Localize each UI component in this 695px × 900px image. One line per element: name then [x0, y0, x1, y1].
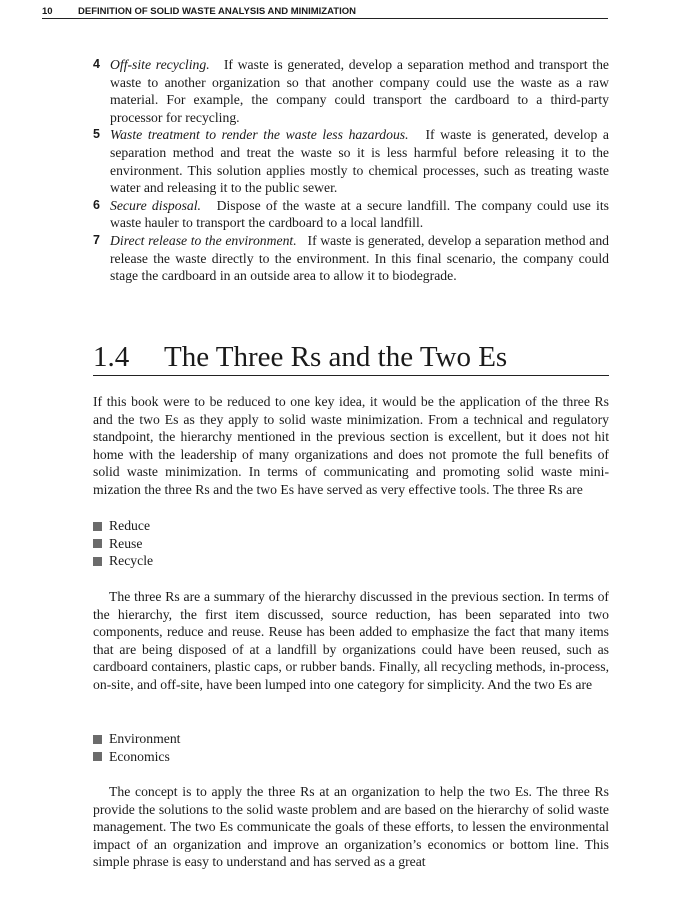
item-title: Off-site recycling.	[110, 57, 210, 72]
running-title: DEFINITION OF SOLID WASTE ANALYSIS AND MINIMIZATION	[78, 6, 356, 17]
item-title: Waste treatment to render the waste less hazardous.	[110, 127, 409, 143]
bullet-square-icon	[93, 557, 102, 566]
bullet-item: Economics	[93, 748, 609, 766]
bullet-item: Reduce	[93, 517, 609, 535]
item-text: Dispose of the waste at a secure landfill. The company could use its waste hauler to transport the cardboard to a local landfill.	[110, 197, 609, 231]
item-title: Secure disposal.	[110, 197, 201, 213]
three-rs-list	[93, 517, 609, 570]
bullet-square-icon	[93, 752, 102, 761]
bullet-square-icon	[93, 539, 102, 548]
running-header	[42, 5, 608, 19]
bullet-item: Environment	[93, 730, 609, 748]
bullet-square-icon	[93, 735, 102, 744]
bullet-square-icon	[93, 522, 102, 531]
bullet-item: Reuse	[93, 535, 609, 553]
page-number: 10	[42, 6, 53, 17]
item-title: Direct release to the environment.	[110, 232, 297, 248]
hierarchy-list	[93, 56, 609, 285]
list-item	[93, 232, 609, 285]
list-item	[93, 197, 609, 232]
item-text: If waste is generated, develop a separation method and treat the waste so it is less harmful before releasing it to the environment. This solution applies mostly to chemical processes, such as treating waste water and releasing it to the public sewer.	[110, 127, 609, 196]
two-es-list	[93, 730, 609, 765]
intro-paragraph: If this book were to be reduced to one key idea, it would be the application of the three Rs and the two Es as they apply to solid waste minimization. From a technical and regulatory standpoint, the hierarchy mentioned in the previous section is excellent, but it does not hit home with the leadership of many organizations and does not promote the full benefits of solid waste minimization. In terms of communicating and promoting solid waste minimization the three Rs and the two Es have served as very effective tools. The three Rs are	[93, 394, 609, 497]
section-title: The Three Rs and the Two Es	[164, 341, 508, 373]
item-text: If waste is generated, develop a separation method and transport the waste to another organization so that another company could use the waste as a raw material. For example, the company could transport the cardboard to a third-party processor for recycling.	[110, 57, 610, 125]
section-heading	[93, 340, 609, 376]
item-number: 6	[93, 197, 100, 212]
item-number: 5	[93, 127, 100, 142]
list-item	[93, 126, 609, 196]
concept-paragraph: The concept is to apply the three Rs at an organization to help the two Es. The three Rs provide the solutions to the solid waste problem and are based on the hierarchy of solid waste management. The two Es communicate the goals of these efforts, to lessen the environmental impact of an organization and improve an organization’s economics or bottom line. This simple phrase is easy to understand and has served as a great	[93, 784, 609, 870]
bullet-item: Recycle	[93, 552, 609, 570]
list-item	[93, 56, 609, 126]
summary-paragraph: The three Rs are a summary of the hierarchy discussed in the previous section. In terms of the hierarchy, the first item discussed, source reduction, has been separated into two components, reduce and reuse. Reuse has been added to emphasize the fact that many items that are being disposed of at a landfill by organizations could have been reused, such as cardboard containers, plastic caps, or rubber bands. Finally, all recycling methods, in-process, on-site, and off-site, have been lumped into one category for simplicity. And the two Es are	[93, 589, 609, 692]
item-text: If waste is generated, develop a separation method and release the waste directly to the environment. In this final scenario, the company could stage the cardboard in an outside area to allow it to biodegrade.	[110, 232, 610, 284]
item-number: 7	[93, 232, 100, 247]
section-number: 1.4	[93, 341, 130, 373]
item-number: 4	[93, 57, 100, 71]
